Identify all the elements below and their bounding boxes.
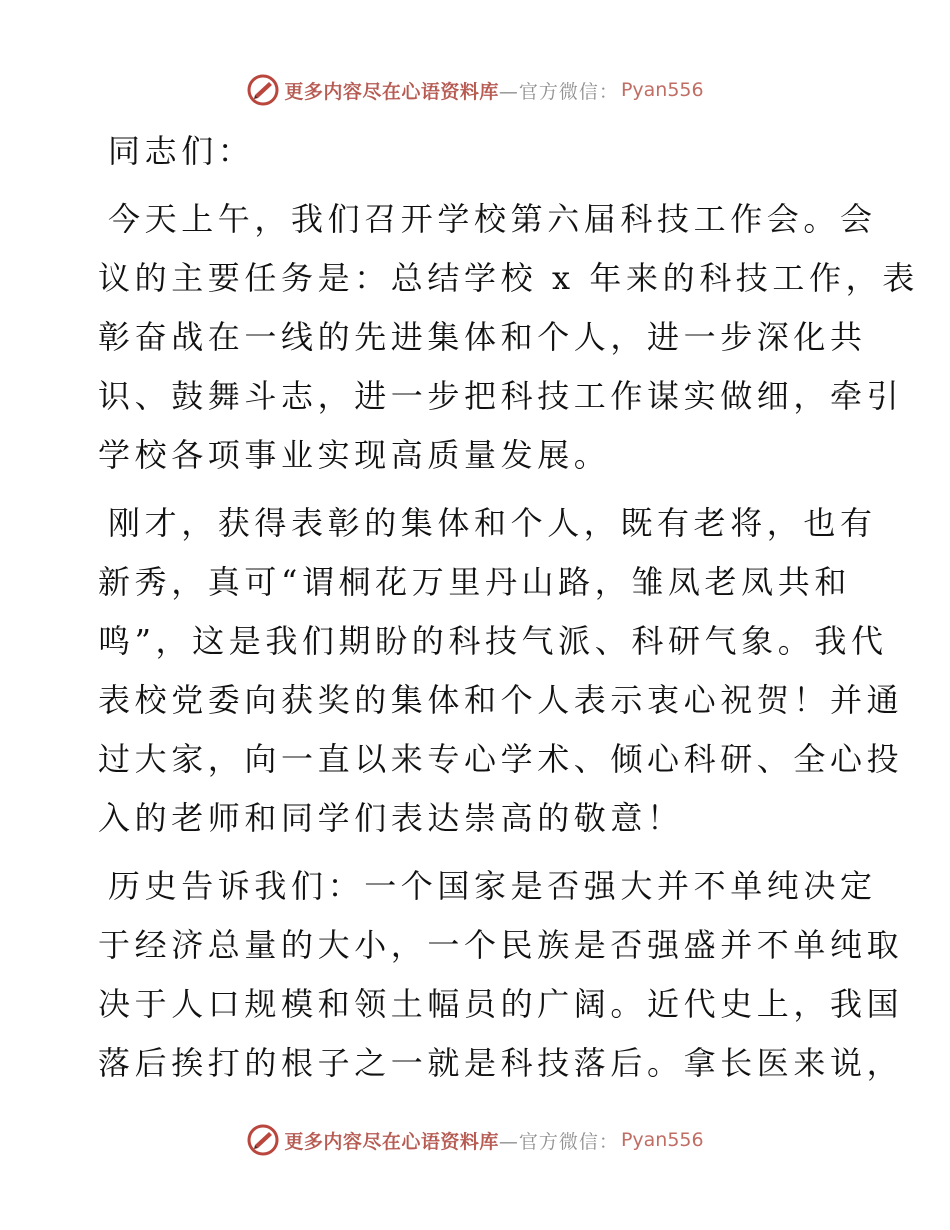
text-line: 决于人口规模和领土幅员的广阔。近代史上，我国 xyxy=(98,985,904,1023)
paragraph-3 xyxy=(98,857,904,1093)
text-line: 学校各项事业实现高质量发展。 xyxy=(98,436,611,474)
text-line: 新秀，真可“谓桐花万里丹山路，雏凤老凤共和 xyxy=(98,563,851,601)
text-line: 落后挨打的根子之一就是科技落后。拿长医来说， xyxy=(98,1044,904,1082)
text-line: 彰奋战在一线的先进集体和个人，进一步深化共 xyxy=(98,318,867,356)
document-body xyxy=(98,122,919,1093)
paragraph-salutation xyxy=(98,122,858,181)
paragraph-1 xyxy=(98,190,919,485)
text-line: 今天上午，我们召开学校第六届科技工作会。会 xyxy=(108,200,877,238)
brand-logo-icon xyxy=(246,73,280,107)
text-line: 过大家，向一直以来专心学术、倾心科研、全心投 xyxy=(98,740,904,778)
brand-logo-icon xyxy=(246,1123,280,1157)
watermark-main-text: 更多内容尽在心语资料库 xyxy=(284,1130,499,1153)
footer-watermark xyxy=(0,1120,950,1160)
text-line: 识、鼓舞斗志，进一步把科技工作谋实做细，牵引 xyxy=(98,377,904,415)
text-line: 表校党委向获奖的集体和个人表示衷心祝贺！并通 xyxy=(98,681,904,719)
watermark-wechat-id: Pyan556 xyxy=(620,1129,704,1151)
text-line: 入的老师和同学们表达崇高的敬意！ xyxy=(98,799,684,837)
header-watermark xyxy=(0,70,950,110)
text-line: 同志们： xyxy=(108,132,255,170)
watermark-sub-text: —官方微信： xyxy=(498,80,619,103)
text-line: 刚才，获得表彰的集体和个人，既有老将，也有 xyxy=(108,504,877,542)
text-line: 历史告诉我们：一个国家是否强大并不单纯决定 xyxy=(108,867,877,905)
paragraph-2 xyxy=(98,494,904,848)
watermark-sub-text: —官方微信： xyxy=(498,1130,619,1153)
watermark-main-text: 更多内容尽在心语资料库 xyxy=(284,80,499,103)
text-line: 鸣”，这是我们期盼的科技气派、科研气象。我代 xyxy=(98,622,888,660)
text-line: 于经济总量的大小，一个民族是否强盛并不单纯取 xyxy=(98,926,904,964)
text-line: 议的主要任务是：总结学校 x 年来的科技工作，表 xyxy=(98,259,919,297)
watermark-wechat-id: Pyan556 xyxy=(620,79,704,101)
